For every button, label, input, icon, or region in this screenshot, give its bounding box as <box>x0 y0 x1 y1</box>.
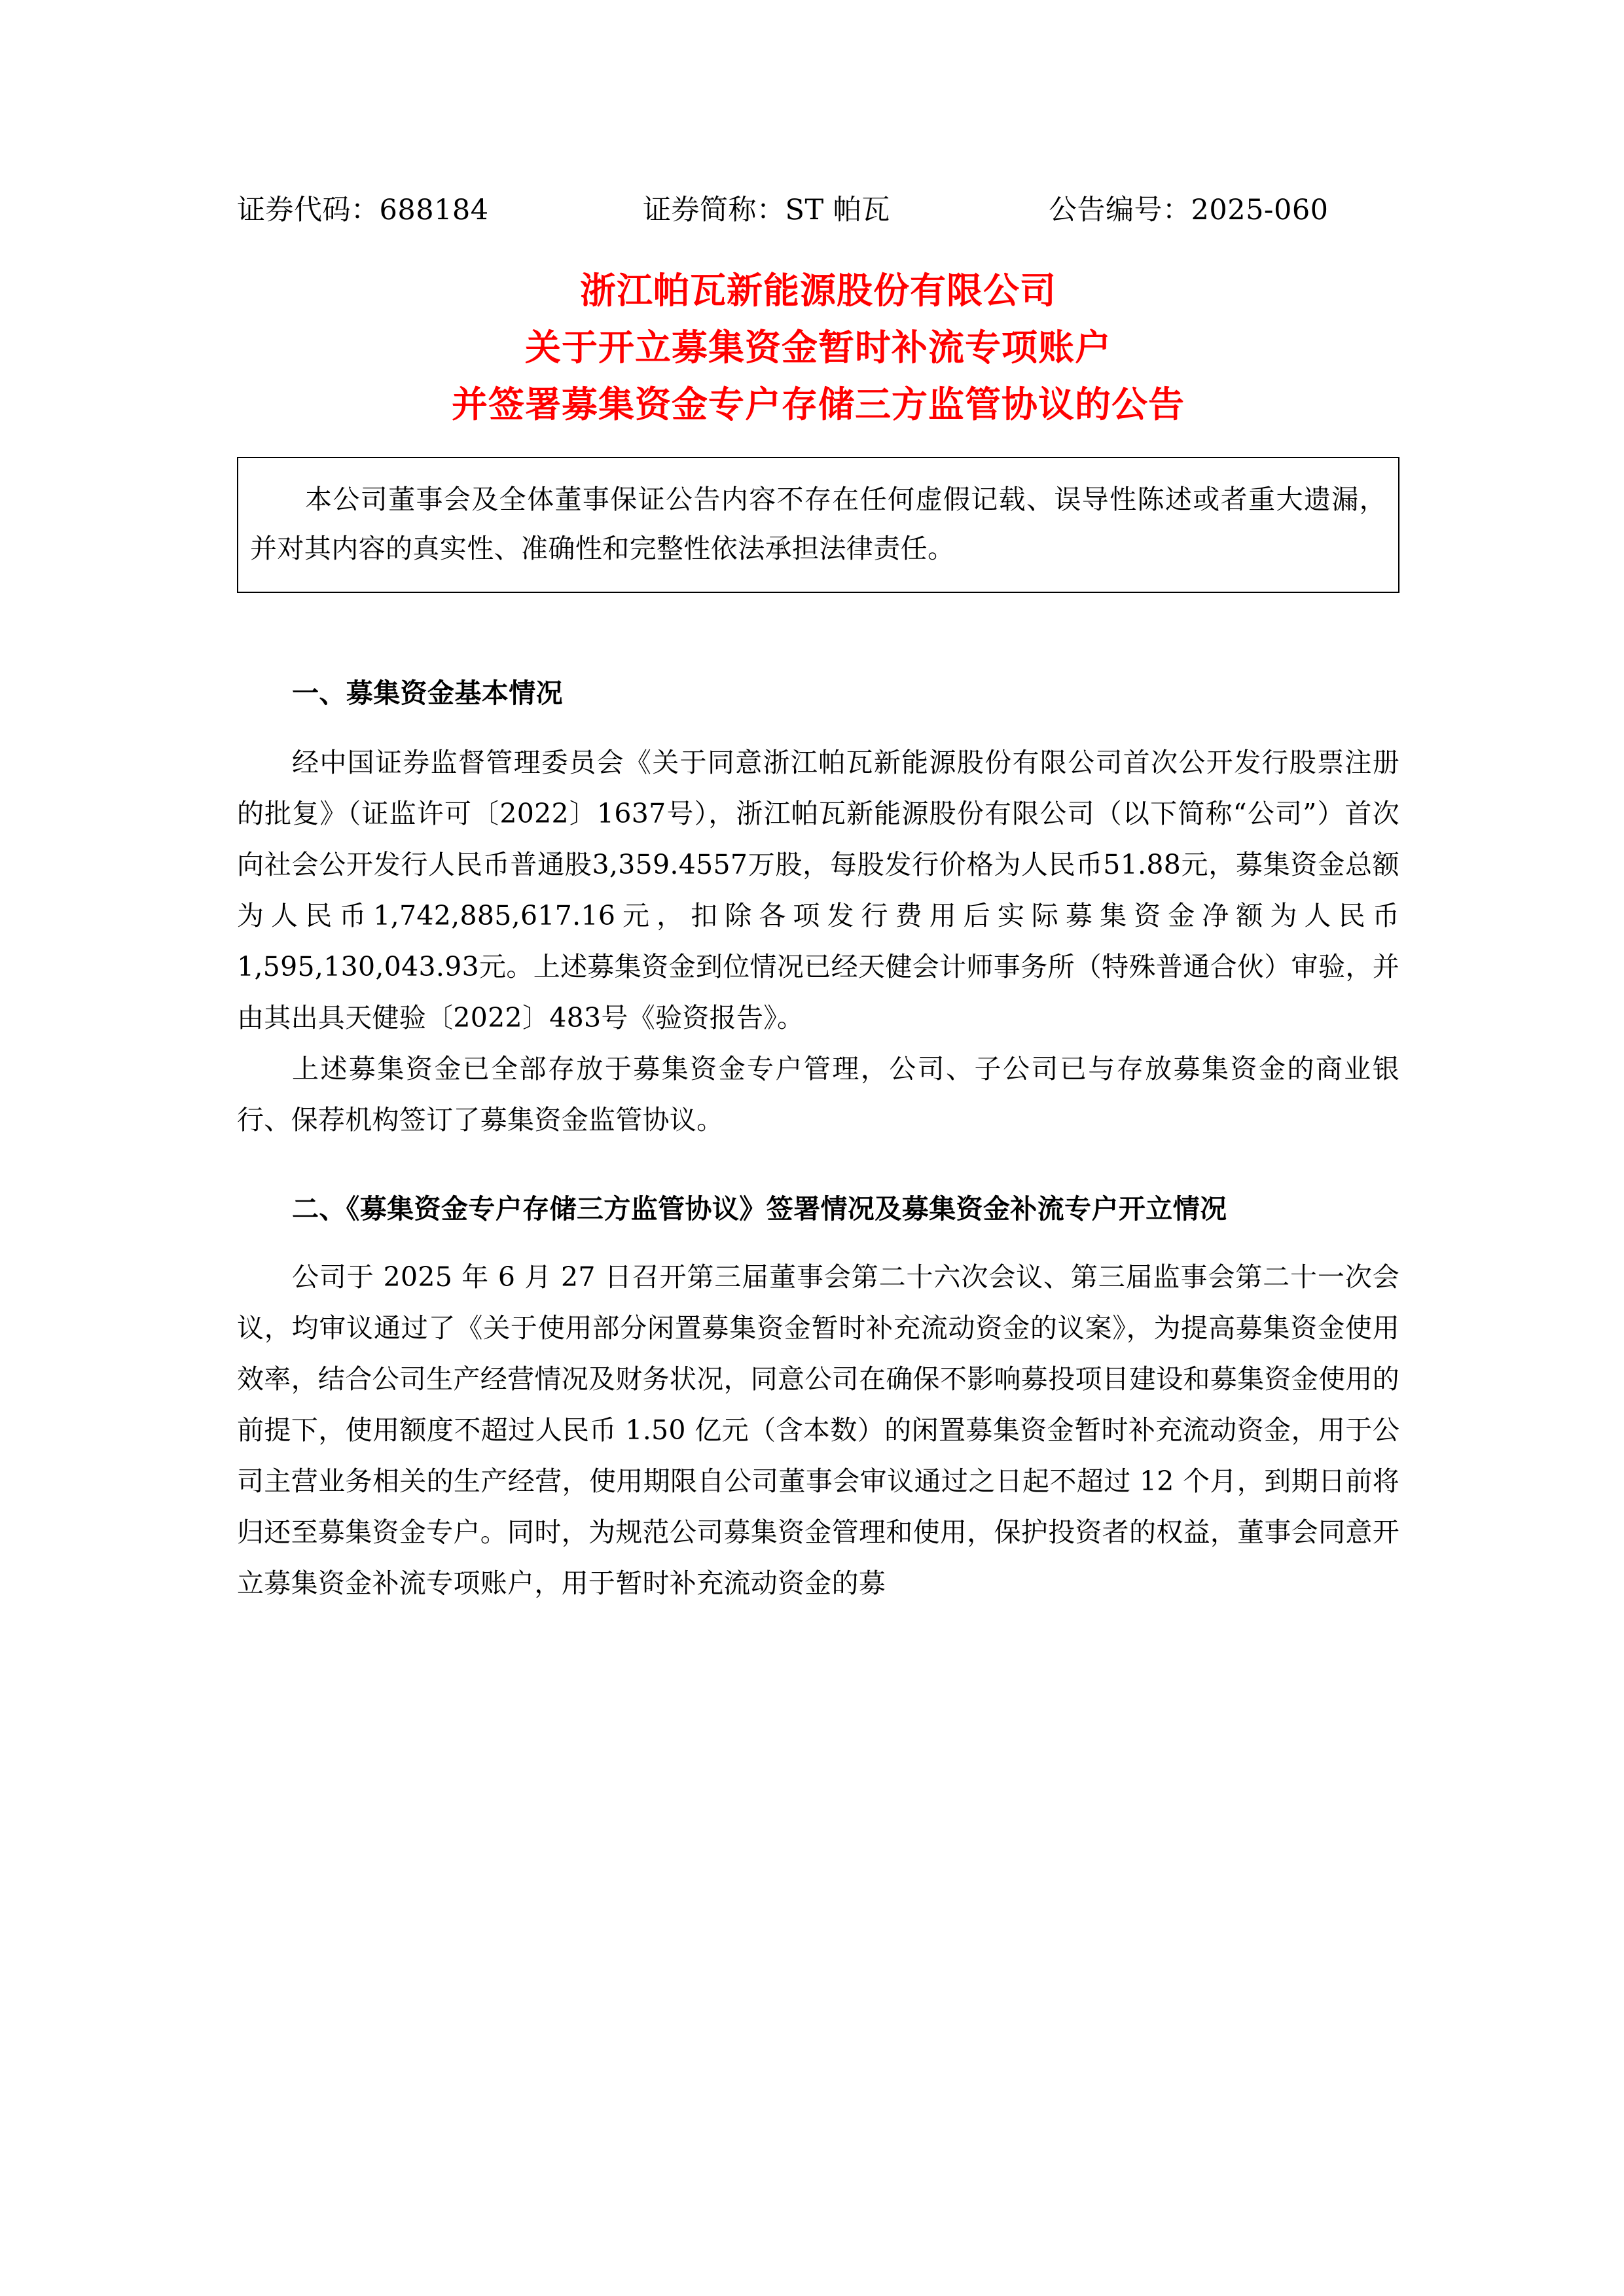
security-code: 证券代码：688184 <box>237 194 489 226</box>
document-header <box>237 0 1399 224</box>
section-heading-1: 一、募集资金基本情况 <box>292 677 563 709</box>
page-content <box>237 0 1399 1609</box>
section-heading-2: 二、《募集资金专户存储三方监管协议》签署情况及募集资金补流专户开立情况 <box>292 1193 1227 1225</box>
title-line-subject: 关于开立募集资金暂时补流专项账户 <box>524 327 1111 368</box>
title-line-company: 浙江帕瓦新能源股份有限公司 <box>579 270 1056 312</box>
disclaimer-text: 本公司董事会及全体董事保证公告内容不存在任何虚假记载、误导性陈述或者重大遗漏，并对其内容的真实性、准确性和完整性依法承担法律责任。 <box>250 484 1386 564</box>
notice-number: 公告编号：2025-060 <box>1049 194 1329 226</box>
title-line-subject-cont: 并签署募集资金专户存储三方监管协议的公告 <box>451 384 1185 425</box>
section-1-paragraph-2: 上述募集资金已全部存放于募集资金专户管理，公司、子公司已与存放募集资金的商业银行、保荐机构签订了募集资金监管协议。 <box>237 1053 1399 1136</box>
section-2-paragraph-1: 公司于 2025 年 6 月 27 日召开第三届董事会第二十六次会议、第三届监事会第二十一次会议，均审议通过了《关于使用部分闲置募集资金暂时补充流动资金的议案》，为提高募集资金使用效率，结合公司生产经营情况及财务状况，同意公司在确保不影响募投项目建设和募集资金使用的前提下，使用额度不超过人民币 1.50 亿元（含本数）的闲置募集资金暂时补充流动资金，用于公司主营业务相关的生产经营，使用期限自公司董事会审议通过之日起不超过 12 个月，到期日前将归还至募集资金专户。同时，为规范公司募集资金管理和使用，保护投资者的权益，董事会同意开立募集资金补流专项账户，用于暂时补充流动资金的募 <box>237 1261 1399 1599</box>
disclaimer-box <box>237 457 1399 593</box>
announcement-title <box>237 262 1399 433</box>
security-abbreviation: 证券简称：ST 帕瓦 <box>643 194 890 226</box>
section-1-paragraph-1: 经中国证券监督管理委员会《关于同意浙江帕瓦新能源股份有限公司首次公开发行股票注册的批复》（证监许可〔2022〕1637号），浙江帕瓦新能源股份有限公司（以下简称“公司”）首次向社会公开发行人民币普通股3,359.4557万股，每股发行价格为人民币51.88元，募集资金总额为人民币1,742,885,617.16元，扣除各项发行费用后实际募集资金净额为人民币1,595,130,043.93元。上述募集资金到位情况已经天健会计师事务所（特殊普通合伙）审验，并由其出具天健验〔2022〕483号《验资报告》。 <box>237 747 1399 1033</box>
